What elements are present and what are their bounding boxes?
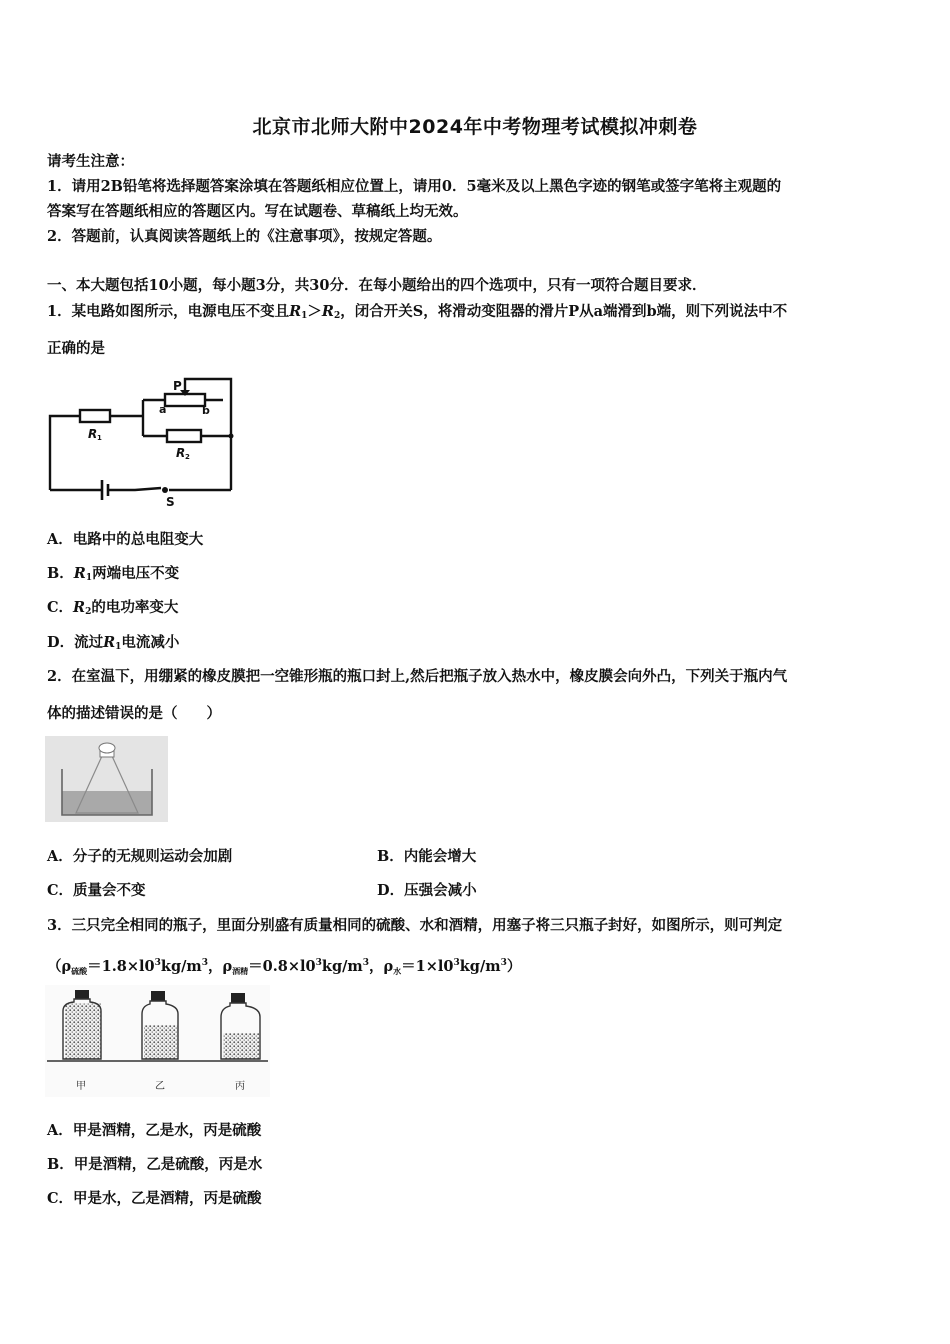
q1-gt: ＞	[307, 303, 322, 320]
q2-option-a: A．分子的无规则运动会加剧	[47, 848, 233, 865]
notice-item2: 2．答题前，认真阅读答题纸上的《注意事项》，按规定答题。	[47, 228, 442, 245]
page-title: 北京市北师大附中2024年中考物理考试模拟冲刺卷	[252, 116, 698, 138]
label-r2-sub: 2	[185, 453, 190, 461]
label-p: P	[173, 379, 182, 393]
switch-contact	[162, 487, 168, 493]
q1-option-b: B．$R_1$两端电压不变	[47, 565, 180, 583]
section1-header: 一、本大题包括10小题，每小题3分，共30分．在每小题给出的四个选项中，只有一项符合题目要求．	[47, 277, 707, 294]
q2-option-c: C．质量会不变	[47, 882, 146, 899]
q3-option-a: A．甲是酒精，乙是水，丙是硫酸	[47, 1122, 262, 1139]
label-s: S	[166, 495, 175, 509]
r1-resistor	[80, 410, 110, 422]
q2-option-b: B．内能会增大	[377, 848, 477, 865]
q2-flask-in-hot-water-image	[45, 736, 168, 822]
label-b: b	[202, 404, 210, 417]
q2-option-d: D．压强会减小	[377, 882, 477, 899]
q3-option-b: B．甲是酒精，乙是硫酸，丙是水	[47, 1156, 263, 1173]
label-r1: R	[88, 427, 98, 441]
bottle-label-jia: 甲	[76, 1081, 86, 1092]
q1-r2: R	[321, 303, 334, 320]
bottle-label-bing: 丙	[235, 1081, 245, 1092]
q1-circuit-diagram	[45, 372, 240, 510]
hot-water	[62, 791, 152, 815]
q1-r2-sub: 2	[333, 311, 341, 321]
q3-density-data: （$\rho_{硫酸}=1.8\times l0^3kg/m^3$，$\rho_{酒精}=0.8\times l0^3kg/m^3$，$\rho_水=1\times l0^3kg/m^3$）	[47, 958, 522, 976]
q2-stem-line2: 体的描述错误的是（ ）	[47, 705, 221, 722]
r2-resistor	[167, 430, 201, 442]
q3-stem-line1: 3．三只完全相同的瓶子，里面分别盛有质量相同的硫酸、水和酒精，用塞子将三只瓶子封好，如图所示，则可判定	[47, 917, 783, 934]
circuit-wire-left	[50, 416, 80, 490]
bottle-label-yi: 乙	[155, 1081, 165, 1092]
notice-item1-line1: 1．请用2B铅笔将选择题答案涂填在答题纸相应位置上，请用0．5毫米及以上黑色字迹的钢笔或签字笔将主观题的	[47, 178, 782, 195]
q2-stem-line1: 2．在室温下，用绷紧的橡皮膜把一空锥形瓶的瓶口封上,然后把瓶子放入热水中，橡皮膜会向外凸，下列关于瓶内气	[47, 668, 788, 685]
label-a: a	[159, 403, 167, 416]
switch-s	[108, 488, 161, 490]
notice-item1-line2: 答案写在答题纸相应的答题区内。写在试题卷、草稿纸上均无效。	[47, 203, 468, 220]
q1-stem-line1	[47, 302, 787, 326]
q1-option-c: C．$R_2$的电功率变大	[47, 599, 179, 617]
q1-stem-part1: 1．某电路如图所示，电源电压不变且	[47, 303, 290, 320]
q1-stem-part2: ，闭合开关S，将滑动变阻器的滑片P从a端滑到b端，则下列说法中不	[340, 303, 788, 320]
rubber-membrane	[99, 743, 115, 753]
q1-option-a: A．电路中的总电阻变大	[47, 531, 204, 548]
label-r1-sub: 1	[97, 434, 102, 442]
q1-r1-sub: 1	[301, 311, 308, 321]
slider-wire	[185, 379, 231, 490]
q3-option-c: C．甲是水，乙是酒精，丙是硫酸	[47, 1190, 262, 1207]
q3-three-bottles-image	[45, 985, 270, 1097]
q1-r1: R	[289, 303, 302, 320]
q1-option-d: D．流过$R_1$电流减小	[47, 634, 180, 652]
q1-stem-line2: 正确的是	[47, 340, 105, 357]
label-r2: R	[176, 446, 186, 460]
notice-heading: 请考生注意：	[47, 153, 134, 170]
